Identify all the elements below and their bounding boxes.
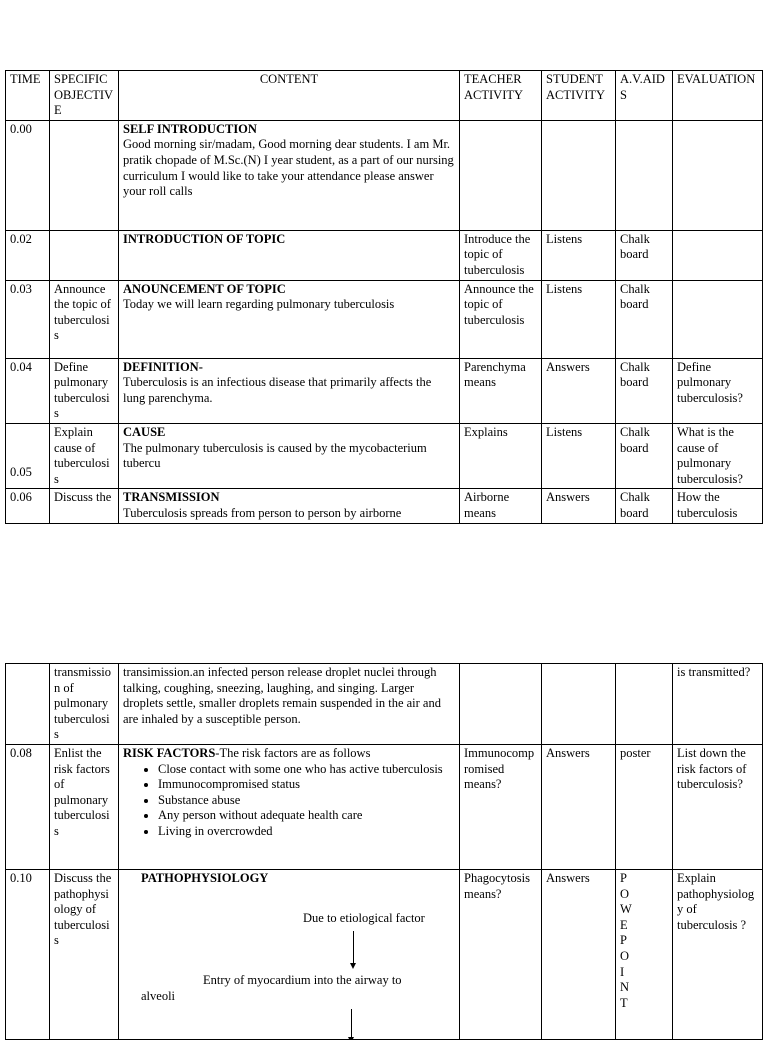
objective-cell: Explain cause of tuberculosis	[50, 423, 119, 488]
av-aids-cell: Chalk board	[616, 358, 673, 423]
av-aids-cell	[616, 664, 673, 745]
evaluation-cell	[673, 230, 763, 280]
time-cell: 0.08	[6, 744, 50, 869]
content-cell	[119, 120, 460, 230]
student-activity-cell	[542, 120, 616, 230]
teacher-activity-cell: Parenchyma means	[460, 358, 542, 423]
content-intro: -The risk factors are as follows	[215, 745, 371, 760]
content-heading: CAUSE	[123, 424, 166, 439]
flow-step-2-cont: alveoli	[141, 988, 176, 1003]
content-body: Good morning sir/madam, Good morning dear students. I am Mr. pratik chopade of M.Sc.(N) I year student, as a part of our nursing curriculum I would like to take your attendance please answer your roll calls	[123, 137, 454, 199]
table-row	[6, 230, 763, 280]
header-evaluation: EVALUATION	[673, 71, 763, 121]
teacher-activity-cell	[460, 664, 542, 745]
table-row	[6, 280, 763, 358]
content-cell	[119, 489, 460, 523]
teacher-activity-cell: Airborne means	[460, 489, 542, 523]
time-cell: 0.02	[6, 230, 50, 280]
header-av-aids: A.V.AIDS	[616, 71, 673, 121]
header-student-activity: STUDENT ACTIVITY	[542, 71, 616, 121]
evaluation-cell	[673, 120, 763, 230]
lesson-plan-table-page-2	[5, 663, 763, 1040]
content-heading: SELF INTRODUCTION	[123, 121, 257, 136]
av-aid-letter: O	[620, 948, 630, 963]
content-cell	[119, 358, 460, 423]
student-activity-cell: Answers	[542, 869, 616, 1039]
objective-cell: Announce the topic of tuberculosis	[50, 280, 119, 358]
list-item: • Any person without adequate health care	[158, 808, 455, 824]
objective-cell: transmission of pulmonary tuberculosis	[50, 664, 119, 745]
content-body: Tuberculosis spreads from person to person by airborne	[123, 505, 402, 520]
teacher-activity-cell: Phagocytosis means?	[460, 869, 542, 1039]
evaluation-cell: How the tuberculosis	[673, 489, 763, 523]
av-aid-letter: O	[620, 886, 630, 901]
time-cell: 0.06	[6, 489, 50, 523]
time-cell: 0.00	[6, 120, 50, 230]
content-cell: transimission.an infected person release droplet nuclei through talking, coughing, sneezing, laughing, and singing. Larger droplets settle, smaller droplets remain suspended in the air and are inhaled by a susceptible person.	[119, 664, 460, 745]
av-aid-letter: N	[620, 980, 630, 995]
evaluation-cell: List down the risk factors of tuberculosis?	[673, 744, 763, 869]
content-cell	[119, 744, 460, 869]
content-cell	[119, 869, 460, 1039]
student-activity-cell: Listens	[542, 230, 616, 280]
student-activity-cell: Listens	[542, 280, 616, 358]
teacher-activity-cell: Introduce the topic of tuberculosis	[460, 230, 542, 280]
content-heading: DEFINITION-	[123, 359, 203, 374]
content-heading: ANOUNCEMENT OF TOPIC	[123, 281, 286, 296]
student-activity-cell: Answers	[542, 744, 616, 869]
time-cell: 0.04	[6, 358, 50, 423]
teacher-activity-cell: Announce the topic of tuberculosis	[460, 280, 542, 358]
content-heading: TRANSMISSION	[123, 490, 220, 505]
av-aid-letter: E	[620, 917, 628, 932]
content-body: Tuberculosis is an infectious disease that primarily affects the lung parenchyma.	[123, 375, 432, 405]
objective-cell: Enlist the risk factors of pulmonary tuberculosis	[50, 744, 119, 869]
lesson-plan-table-page-1	[5, 70, 763, 524]
flow-step-2: Entry of myocardium into the airway to	[203, 972, 402, 987]
table-row	[6, 869, 763, 1039]
av-aid-letter: P	[620, 933, 627, 948]
table-row	[6, 489, 763, 523]
av-aid-letter: I	[620, 964, 625, 979]
content-heading: RISK FACTORS	[123, 745, 216, 760]
teacher-activity-cell	[460, 120, 542, 230]
time-cell: 0.03	[6, 280, 50, 358]
student-activity-cell: Listens	[542, 423, 616, 488]
evaluation-cell: What is the cause of pulmonary tuberculosis?	[673, 423, 763, 488]
down-arrow-icon	[353, 931, 354, 965]
av-aid-letter: P	[620, 870, 627, 885]
av-aids-cell	[616, 120, 673, 230]
table-row	[6, 664, 763, 745]
content-cell	[119, 280, 460, 358]
content-cell	[119, 423, 460, 488]
evaluation-cell: Explain pathophysiology of tuberculosis ?	[673, 869, 763, 1039]
evaluation-cell	[673, 280, 763, 358]
av-aid-letter: W	[620, 902, 632, 917]
evaluation-cell: Define pulmonary tuberculosis?	[673, 358, 763, 423]
teacher-activity-cell: Explains	[460, 423, 542, 488]
evaluation-cell: is transmitted?	[673, 664, 763, 745]
list-item: • Living in overcrowded	[158, 824, 455, 840]
objective-cell	[50, 230, 119, 280]
list-item: • Substance abuse	[158, 793, 455, 809]
objective-cell: Define pulmonary tuberculosis	[50, 358, 119, 423]
table-row	[6, 423, 763, 488]
content-heading: PATHOPHYSIOLOGY	[141, 870, 269, 885]
av-aids-cell: poster	[616, 744, 673, 869]
header-time: TIME	[6, 71, 50, 121]
objective-cell: Discuss the pathophysiology of tuberculosis	[50, 869, 119, 1039]
risk-factor-list	[123, 762, 455, 840]
objective-cell: Discuss the	[50, 489, 119, 523]
av-aids-cell: Chalk board	[616, 280, 673, 358]
content-body: The pulmonary tuberculosis is caused by the mycobacterium tubercu	[123, 440, 427, 471]
flow-step-1: Due to etiological factor	[303, 910, 425, 925]
time-cell: 0.10	[6, 869, 50, 1039]
time-cell	[6, 664, 50, 745]
table-row	[6, 120, 763, 230]
content-cell	[119, 230, 460, 280]
content-heading: INTRODUCTION OF TOPIC	[123, 231, 286, 246]
header-teacher-activity: TEACHER ACTIVITY	[460, 71, 542, 121]
av-aids-cell: Chalk board	[616, 423, 673, 488]
av-aids-cell	[616, 869, 673, 1039]
teacher-activity-cell: Immunocompromised means?	[460, 744, 542, 869]
time-cell	[6, 423, 50, 488]
objective-cell	[50, 120, 119, 230]
time-value: 0.05	[10, 464, 32, 479]
table-row	[6, 358, 763, 423]
student-activity-cell: Answers	[542, 489, 616, 523]
header-row	[6, 71, 763, 121]
list-item: • Close contact with some one who has active tuberculosis	[158, 762, 455, 778]
av-aids-cell: Chalk board	[616, 489, 673, 523]
av-aids-cell: Chalk board	[616, 230, 673, 280]
table-row	[6, 744, 763, 869]
content-body: Today we will learn regarding pulmonary tuberculosis	[123, 297, 395, 312]
student-activity-cell: Answers	[542, 358, 616, 423]
student-activity-cell	[542, 664, 616, 745]
header-objective: SPECIFIC OBJECTIVE	[50, 71, 119, 121]
av-aid-letter: T	[620, 995, 628, 1010]
pathophysiology-flowchart	[123, 887, 455, 1037]
list-item: • Immunocompromised status	[158, 777, 455, 793]
header-content: CONTENT	[119, 71, 460, 121]
